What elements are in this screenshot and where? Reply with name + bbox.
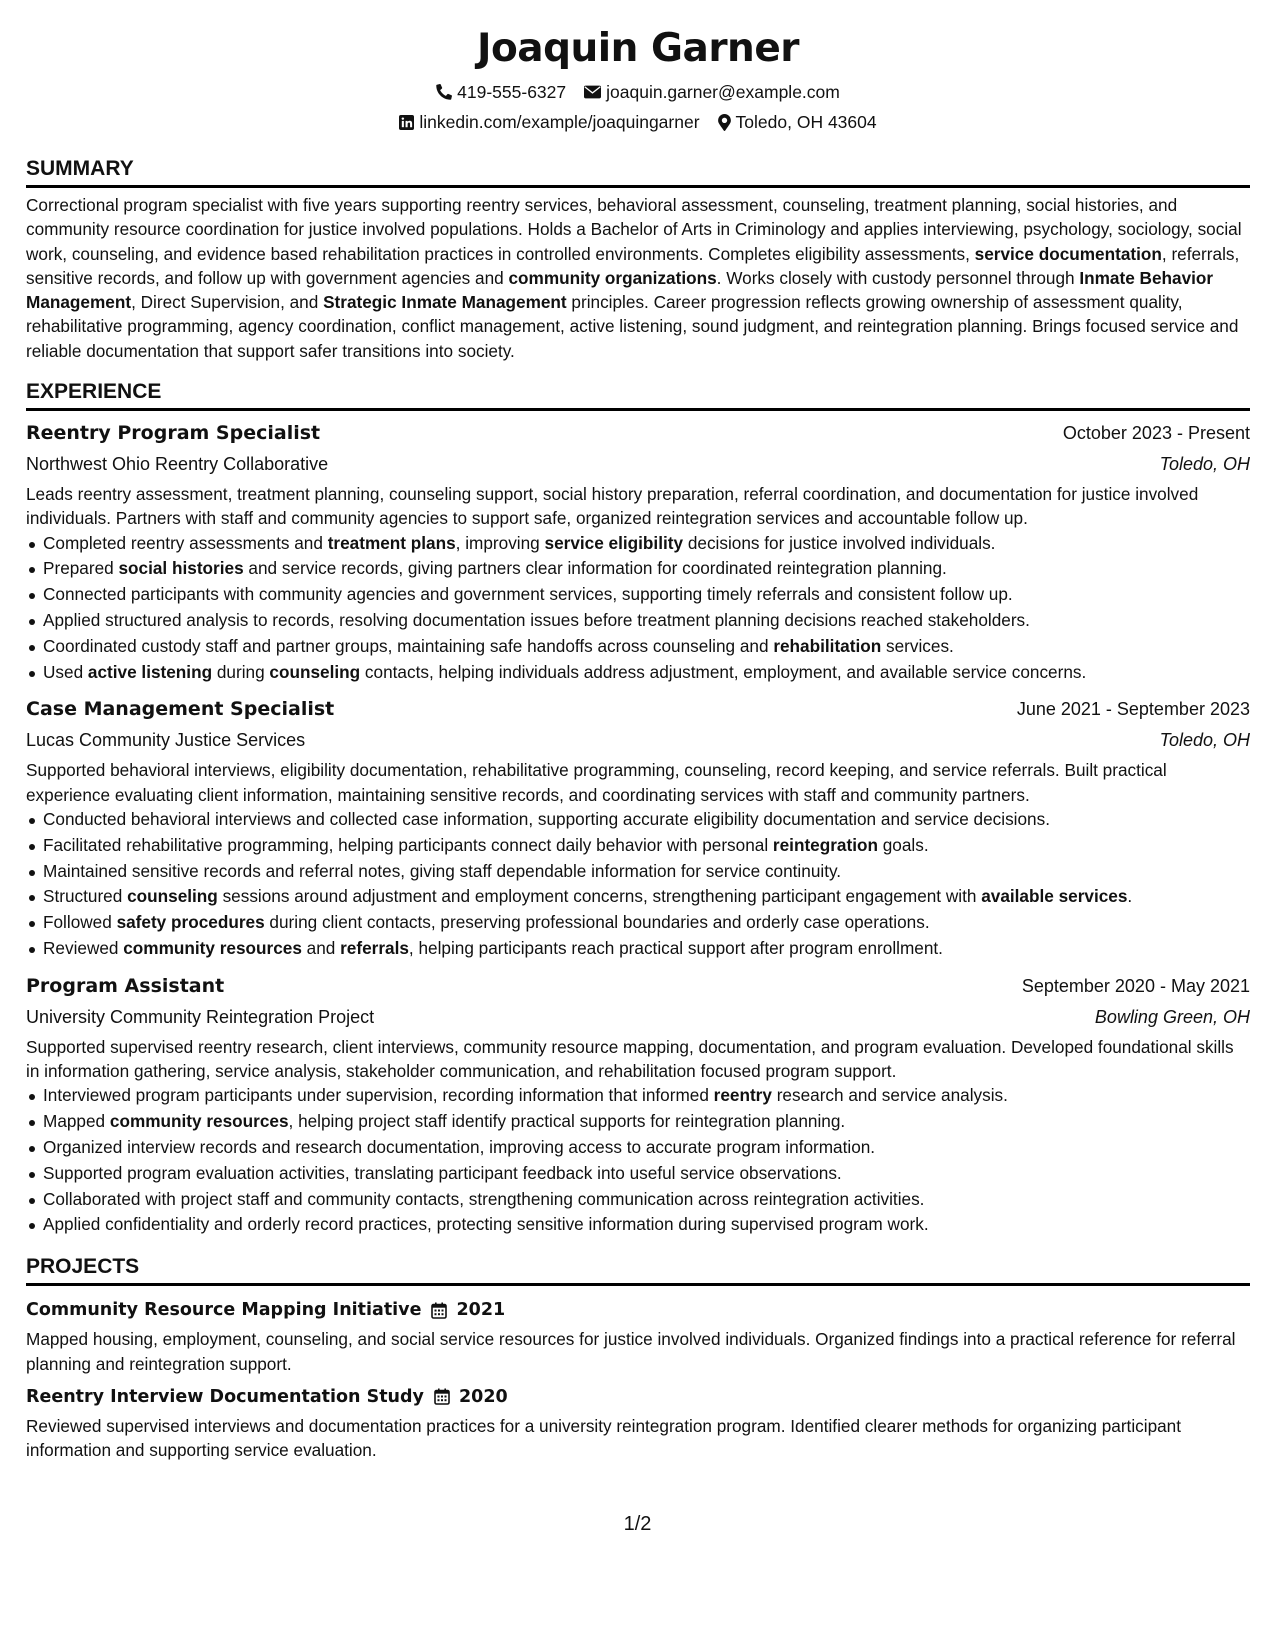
calendar-icon <box>431 1302 447 1319</box>
experience-heading: EXPERIENCE <box>26 380 1250 411</box>
job-title: Reentry Program Specialist <box>26 422 321 445</box>
job-entry <box>26 418 1250 685</box>
phone-text: 419-555-6327 <box>457 82 567 102</box>
bullet-item: Collaborated with project staff and community contacts, strengthening communication across reintegration activities. <box>43 1187 1250 1213</box>
job-dates: September 2020 - May 2021 <box>1021 975 1250 996</box>
bullet-item: Maintained sensitive records and referral notes, giving staff dependable information for service continuity. <box>43 859 1250 885</box>
summary-text: Correctional program specialist with five years supporting reentry services, behavioral assessment, counseling, treatment planning, social histories, and community resource coordination for justice involved populations. Holds a Bachelor of Arts in Criminology and applies interviewing, psychology, sociology, social work, counseling, and evidence based rehabilitation practices in controlled environments. Completes eligibility assessments, service documentation, referrals, sensitive records, and follow up with government agencies and community organizations. Works closely with custody personnel through Inmate Behavior Management, Direct Supervision, and Strategic Inmate Management principles. Career progression reflects growing ownership of assessment quality, rehabilitative programming, agency coordination, conflict management, active listening, sound judgment, and reintegration planning. Brings focused service and reliable documentation that support safer transitions into society. <box>26 195 1242 361</box>
projects-list <box>26 1295 1250 1462</box>
job-organization: University Community Reintegration Project <box>26 1006 375 1027</box>
contact-line-1 <box>26 77 1250 107</box>
project-entry <box>26 1382 1250 1463</box>
job-bullets <box>26 807 1250 962</box>
resume-page <box>26 0 1250 1650</box>
linkedin-contact[interactable] <box>399 107 699 137</box>
job-bullets <box>26 531 1250 686</box>
bullet-item: Mapped community resources, helping project staff identify practical supports for reintegration planning. <box>43 1109 1250 1135</box>
phone-icon <box>436 84 452 100</box>
email-contact[interactable] <box>584 77 840 107</box>
job-entry <box>26 971 1250 1238</box>
calendar-icon <box>434 1388 450 1405</box>
job-entry <box>26 694 1250 961</box>
map-pin-icon <box>718 114 731 131</box>
project-description: Reviewed supervised interviews and documentation practices for a university reintegration program. Identified clearer methods for organizing participant information and supporting service evaluation. <box>26 1415 1182 1461</box>
job-description: Leads reentry assessment, treatment planning, counseling support, social history preparation, referral coordination, and documentation for justice involved individuals. Partners with staff and community agencies to support safe, organized reintegration services and accountable follow up. <box>26 484 1199 529</box>
bullet-item: Prepared social histories and service records, giving partners clear information for coordinated reintegration planning. <box>43 556 1250 582</box>
bullet-item: Reviewed community resources and referrals, helping participants reach practical support after program enrollment. <box>43 936 1250 962</box>
project-year: 2021 <box>456 1300 506 1321</box>
bullet-item: Interviewed program participants under supervision, recording information that informed reentry research and service analysis. <box>43 1083 1250 1109</box>
job-organization: Lucas Community Justice Services <box>26 730 306 751</box>
job-description: Supported supervised reentry research, client interviews, community resource mapping, documentation, and program evaluation. Developed foundational skills in information gathering, service analysis, stakeholder communication, and rehabilitation focused program support. <box>26 1036 1234 1082</box>
phone-contact <box>436 77 566 107</box>
projects-heading: PROJECTS <box>26 1255 1250 1286</box>
job-organization: Northwest Ohio Reentry Collaborative <box>26 454 329 475</box>
project-name: Community Resource Mapping Initiative <box>26 1300 422 1321</box>
project-name: Reentry Interview Documentation Study <box>26 1386 424 1407</box>
bullet-item: Structured counseling sessions around adjustment and employment concerns, strengthening participant engagement with available services. <box>43 884 1250 910</box>
contact-line-2 <box>26 107 1250 137</box>
job-dates: October 2023 - Present <box>1062 423 1250 444</box>
linkedin-icon <box>399 115 414 130</box>
job-dates: June 2021 - September 2023 <box>1016 699 1250 720</box>
bullet-item: Conducted behavioral interviews and collected case information, supporting accurate eligibility documentation and service decisions. <box>43 807 1250 833</box>
summary-heading: SUMMARY <box>26 157 1250 188</box>
project-entry <box>26 1295 1250 1376</box>
email-text[interactable]: joaquin.garner@example.com <box>606 82 840 102</box>
linkedin-text[interactable]: linkedin.com/example/joaquingarner <box>419 112 700 132</box>
bullet-item: Followed safety procedures during client contacts, preserving professional boundaries and orderly case operations. <box>43 910 1250 936</box>
location-contact <box>718 107 877 137</box>
bullet-item: Supported program evaluation activities, translating participant feedback into useful service observations. <box>43 1161 1250 1187</box>
bullet-item: Connected participants with community agencies and government services, supporting timely referrals and consistent follow up. <box>43 582 1250 608</box>
bullet-item: Completed reentry assessments and treatment plans, improving service eligibility decisions for justice involved individuals. <box>43 531 1250 557</box>
location-text: Toledo, OH 43604 <box>735 112 877 132</box>
page-number: 1/2 <box>623 1513 652 1535</box>
bullet-item: Coordinated custody staff and partner groups, maintaining safe handoffs across counseling and rehabilitation services. <box>43 634 1250 660</box>
job-title: Program Assistant <box>26 974 225 997</box>
bullet-item: Applied confidentiality and orderly record practices, protecting sensitive information during supervised program work. <box>43 1212 1250 1238</box>
experience-list <box>26 418 1250 1238</box>
bullet-item: Organized interview records and research documentation, improving access to accurate program information. <box>43 1135 1250 1161</box>
job-location: Toledo, OH <box>1159 730 1250 751</box>
bullet-item: Used active listening during counseling contacts, helping individuals address adjustment, employment, and available service concerns. <box>43 660 1250 686</box>
job-location: Bowling Green, OH <box>1094 1006 1250 1027</box>
bullet-item: Facilitated rehabilitative programming, helping participants connect daily behavior with personal reintegration goals. <box>43 833 1250 859</box>
bullet-item: Applied structured analysis to records, resolving documentation issues before treatment planning decisions reached stakeholders. <box>43 608 1250 634</box>
job-title: Case Management Specialist <box>26 698 335 721</box>
job-location: Toledo, OH <box>1159 454 1250 475</box>
candidate-name: Joaquin Garner <box>476 26 800 71</box>
job-bullets <box>26 1083 1250 1238</box>
project-year: 2020 <box>458 1386 508 1407</box>
job-description: Supported behavioral interviews, eligibility documentation, rehabilitative programming, counseling, record keeping, and service referrals. Built practical experience evaluating client information, maintaining sensitive records, and coordinating services with staff and community partners. <box>26 760 1167 805</box>
envelope-icon <box>584 85 601 99</box>
project-description: Mapped housing, employment, counseling, and social service resources for justice involved individuals. Organized findings into a practical reference for referral planning and reintegration support. <box>26 1329 1236 1374</box>
